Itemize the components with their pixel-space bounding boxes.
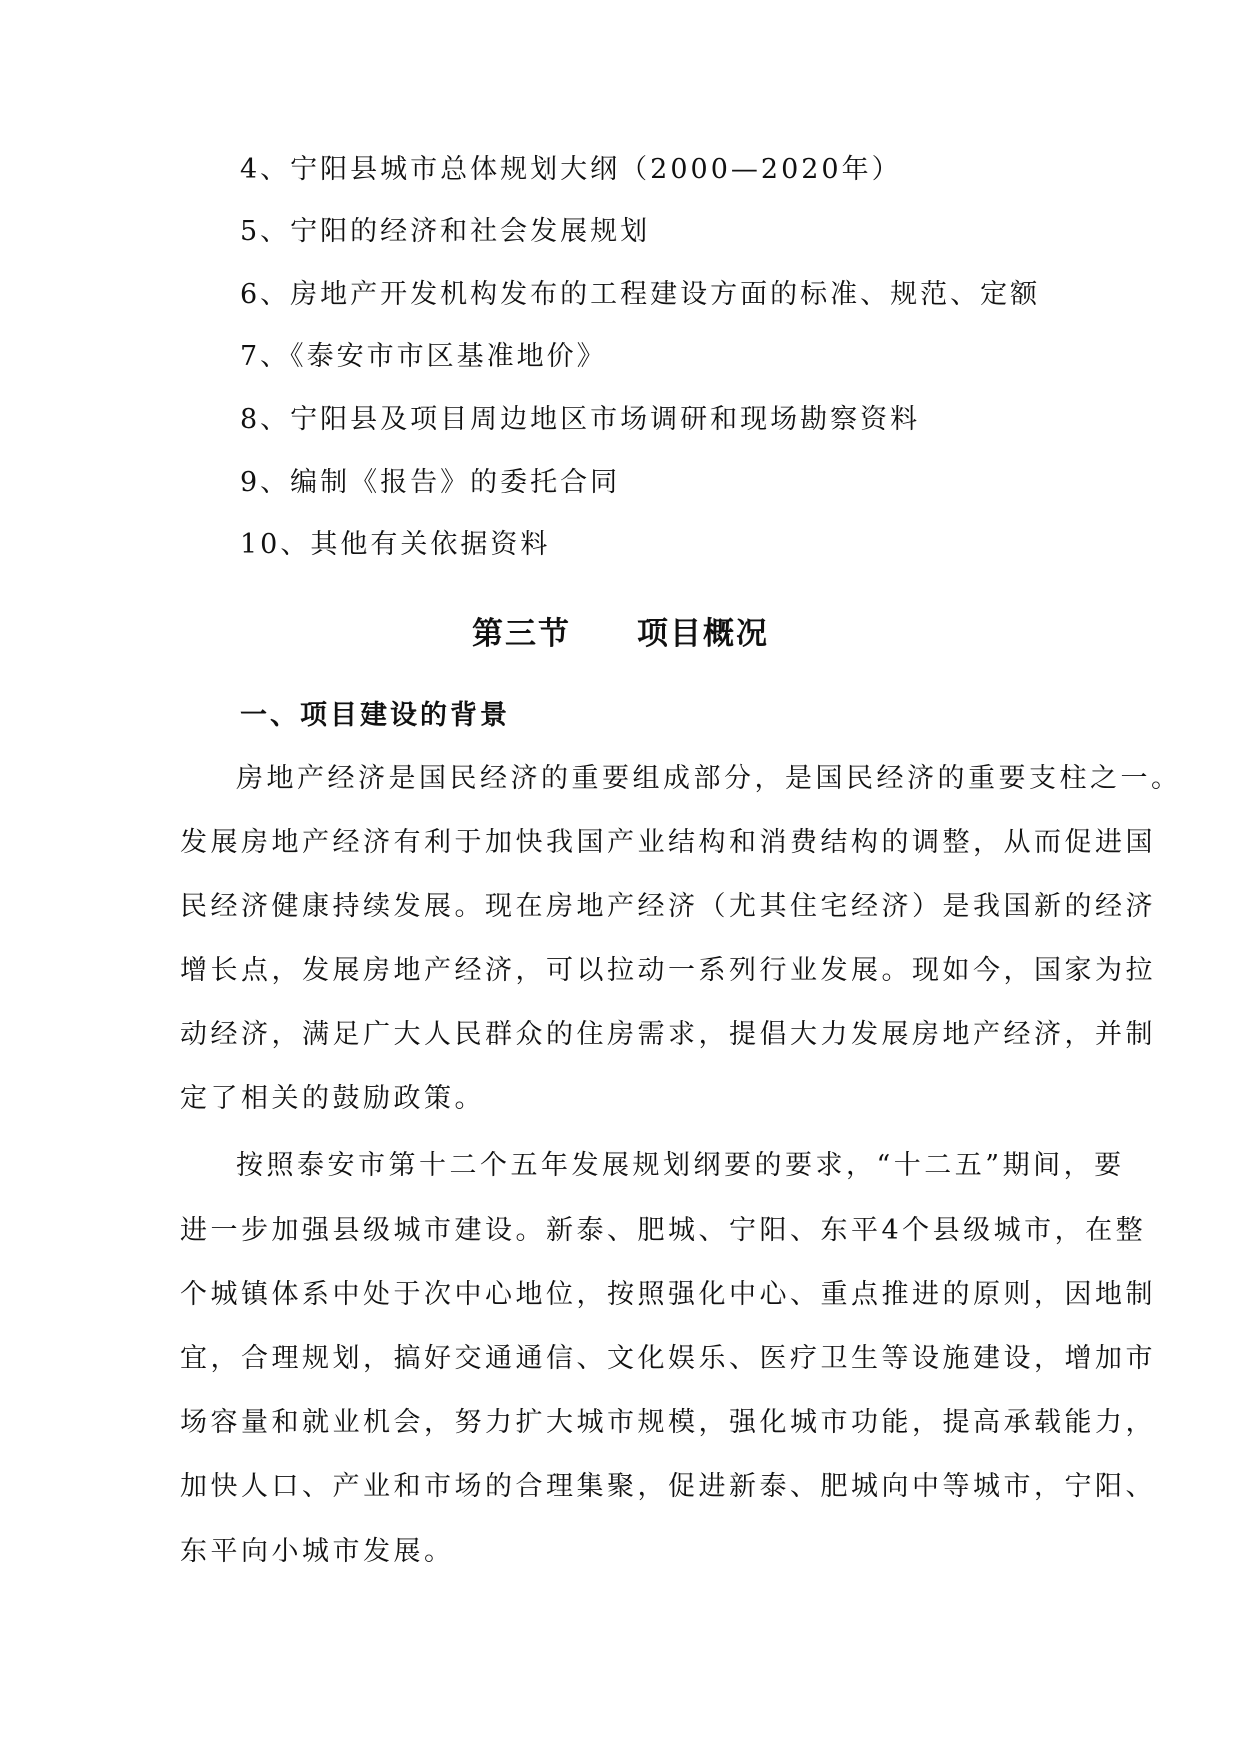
paragraph-line: 发展房地产经济有利于加快我国产业结构和消费结构的调整，从而促进国 bbox=[180, 827, 1156, 858]
paragraph-line: 宜，合理规划，搞好交通通信、文化娱乐、医疗卫生等设施建设，增加市 bbox=[180, 1343, 1156, 1374]
paragraph-line: 个城镇体系中处于次中心地位，按照强化中心、重点推进的原则，因地制 bbox=[180, 1279, 1156, 1310]
list-item: 7、《泰安市市区基准地价》 bbox=[240, 341, 607, 372]
list-item: 4、宁阳县城市总体规划大纲（2000—2020年） bbox=[240, 154, 902, 185]
paragraph-line: 房地产经济是国民经济的重要组成部分，是国民经济的重要支柱之一。 bbox=[236, 763, 1182, 794]
paragraph-line: 动经济，满足广大人民群众的住房需求，提倡大力发展房地产经济，并制 bbox=[180, 1019, 1156, 1050]
paragraph-line: 进一步加强县级城市建设。新泰、肥城、宁阳、东平4个县级城市，在整 bbox=[180, 1215, 1147, 1246]
list-item: 6、房地产开发机构发布的工程建设方面的标准、规范、定额 bbox=[240, 279, 1041, 310]
list-item: 10、其他有关依据资料 bbox=[240, 529, 551, 560]
paragraph-line: 民经济健康持续发展。现在房地产经济（尤其住宅经济）是我国新的经济 bbox=[180, 891, 1156, 922]
paragraph-line: 定了相关的鼓励政策。 bbox=[180, 1083, 485, 1114]
section-title: 第三节 项目概况 bbox=[472, 616, 769, 652]
paragraph-line: 按照泰安市第十二个五年发展规划纲要的要求，“十二五”期间，要 bbox=[236, 1150, 1125, 1181]
subheading: 一、项目建设的背景 bbox=[240, 700, 510, 731]
paragraph-line: 场容量和就业机会，努力扩大城市规模，强化城市功能，提高承载能力， bbox=[180, 1407, 1156, 1438]
paragraph-line: 东平向小城市发展。 bbox=[180, 1536, 455, 1567]
paragraph-line: 增长点，发展房地产经济，可以拉动一系列行业发展。现如今，国家为拉 bbox=[180, 955, 1156, 986]
paragraph-line: 加快人口、产业和市场的合理集聚，促进新泰、肥城向中等城市，宁阳、 bbox=[180, 1471, 1156, 1502]
list-item: 9、编制《报告》的委托合同 bbox=[240, 467, 621, 498]
list-item: 8、宁阳县及项目周边地区市场调研和现场勘察资料 bbox=[240, 404, 921, 435]
list-item: 5、宁阳的经济和社会发展规划 bbox=[240, 216, 651, 247]
